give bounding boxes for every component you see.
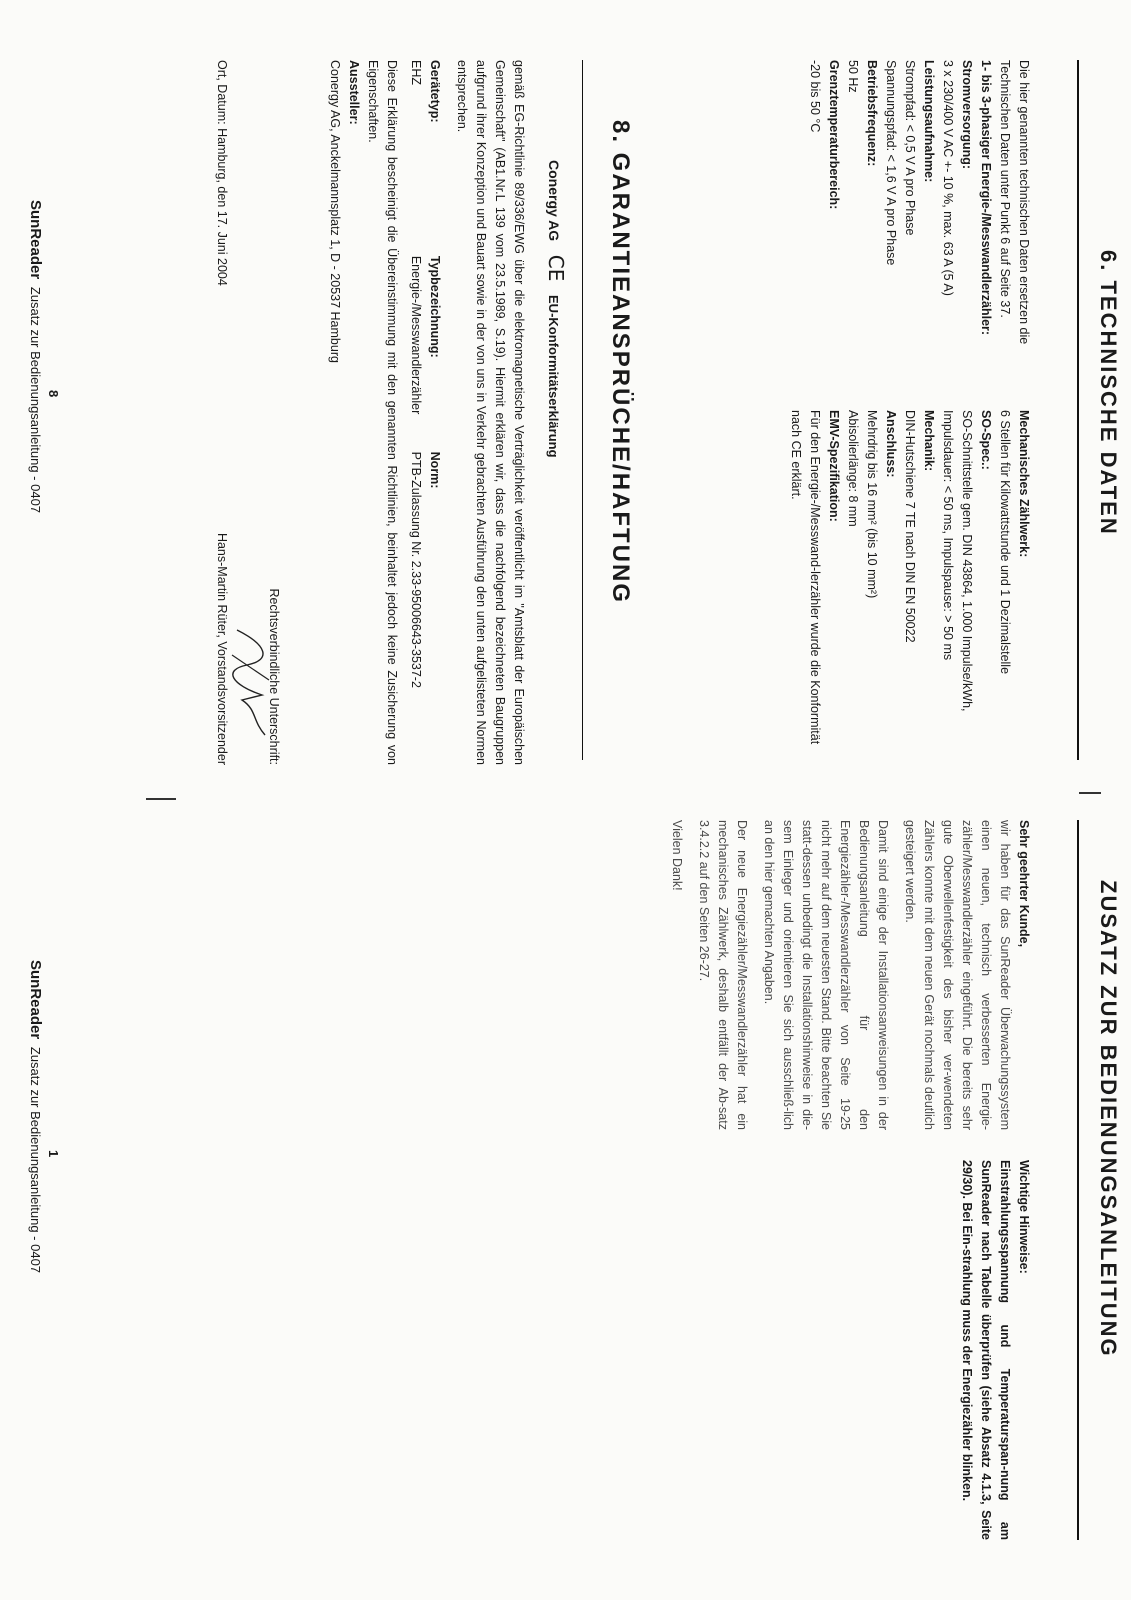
power-supply-value: 3 x 230/400 V AC +- 10 %, max. 63 A (5 A) xyxy=(941,60,955,296)
installation-paragraph: Damit sind einige der Installationsanweisungen in der Bedienungsanleitung für den Energiezähler-/Messwandlerzähler von Seite 19-25 nicht mehr auf dem neuesten Stand. Bitte beachten Sie statt-dessen unbedingt die Installationshinweise in die-sem Einleger und orientieren Sie sich ausschließ-lich an den hier gemachten Angaben. xyxy=(762,820,890,1130)
type-name-label: Typbezeichnung: xyxy=(428,255,442,358)
counter-paragraph: Der neue Energiezähler/Messwandlerzähler hat ein mechanisches Zählwerk, deshalb entfällt der Ab-satz 3.4.2.2 auf den Seiten 26-27. xyxy=(697,820,749,1130)
issuer-value: Conergy AG, Anckelmannsplatz 1, D - 20537 Hamburg xyxy=(328,60,342,363)
statement-text: Diese Erklärung bescheinigt die Übereinstimmung mit den genannten Richtlinien, beinhaltet jedoch keine Zusicherung von Eigenschaften. xyxy=(366,60,399,765)
conn-label: Anschluss: xyxy=(884,410,898,478)
conn-value-2: Abisolierlänge: 8 mm xyxy=(846,410,860,527)
company-name: Conergy AG xyxy=(546,160,562,242)
consumption-current: Strompfad: < 0,5 V A pro Phase xyxy=(903,60,917,236)
so-label: SO-Spec.: xyxy=(979,410,993,470)
emv-value: Für den Energie-/Messwand-lerzähler wurde die Konformität nach CE erklärt. xyxy=(789,410,822,745)
ce-mark: CE xyxy=(544,254,568,282)
right-col2 xyxy=(957,1160,1033,1540)
page-number-left: 8 xyxy=(46,390,61,398)
mech-value: DIN-Hutschiene 7 TE nach DIN EN 50022 xyxy=(903,410,917,643)
device-type-value: EHZ xyxy=(409,60,423,85)
right-page xyxy=(0,800,1131,1600)
issuer-label: Aussteller: xyxy=(347,60,361,125)
counter-value: 6 Stellen für Kilowattstunde und 1 Dezimalstelle xyxy=(998,410,1012,675)
consumption-voltage: Spannungspfad: < 1,6 V A pro Phase xyxy=(884,60,898,266)
temp-value: -20 bis 50 °C xyxy=(808,60,822,133)
section6-col1 xyxy=(805,60,1033,390)
thanks-text: Vielen Dank! xyxy=(670,820,684,891)
so-value: SO-Schnittstelle gem. DIN 43864, 1.000 Impulse/kWh, Impulsdauer: < 50 ms, Impulspause: > 50 ms xyxy=(941,410,974,712)
mech-label: Mechanik: xyxy=(922,410,936,472)
footer-text-right: Zusatz zur Bedienungsanleitung - 0407 xyxy=(28,1046,43,1274)
right-col1 xyxy=(667,820,1033,1130)
salutation: Sehr geehrter Kunde, xyxy=(1017,820,1031,948)
norm-label: Norm: xyxy=(428,451,442,489)
signatory: Hans-Martin Rüter, Vorstandsvorsitzender xyxy=(215,532,229,765)
footer-brand-right: SunReader xyxy=(27,960,44,1040)
signature-area xyxy=(215,60,281,765)
emv-label: EMV-Spezifikation: xyxy=(827,410,841,522)
section8-title: 8. GARANTIEANSPRÜCHE/HAFTUNG xyxy=(607,120,634,605)
declaration-text: gemäß EG-Richtlinie 89/336/EWG über die elektromagnetische Verträglichkeit veröffentlicht im "Amtsblatt der Europäischen Gemeinschaft" (AB1.Nr.L 139 vom 23.5.1989, S.19). Hiermit erklären wir, dass die nachfolgend bezeichneten Baugruppen aufgrund ihrer Konzeption und Bauart sowie in der von uns in Verkehr gebrachten Ausführung den unten aufgelisteten Normen entsprechen. xyxy=(455,60,526,765)
device-type-label: Gerätetyp: xyxy=(428,60,442,123)
place-date: Ort, Datum: Hamburg, den 17. Juni 2004 xyxy=(215,60,229,286)
footer-brand-left: SunReader xyxy=(27,200,44,280)
intro-paragraph: wir haben für das SunReader Überwachungssystem einen neuen, technisch verbesserten Energie-zähler/Messwandlerzähler eingeführt. Die bereits sehr gute Oberwellenfestigkeit des bisher ver-wendeten Zählers konnte mit dem neuen Gerät nochmals deutlich gesteigert werden. xyxy=(903,820,1012,1130)
page-number-right: 1 xyxy=(46,1150,61,1158)
right-page-title: ZUSATZ ZUR BEDIENUNGSANLEITUNG xyxy=(1096,880,1121,1358)
section6-col2 xyxy=(786,410,1033,760)
frequency-label: Betriebsfrequenz: xyxy=(865,60,879,167)
device-type xyxy=(406,60,444,256)
conformity-title: EU-Konformitätserklärung xyxy=(546,295,561,458)
norm-value: PTB-Zulassung Nr. 2.33-95006643-3537-2 xyxy=(409,451,423,688)
power-supply-label: Stromversorgung: xyxy=(960,60,974,170)
conn-value-1: Mehrdrig bis 16 mm² (bis 10 mm²) xyxy=(865,410,879,599)
top-rule-right xyxy=(1077,820,1079,1540)
frequency-value: 50 Hz xyxy=(846,60,860,93)
consumption-label: Leistungsaufnahme: xyxy=(922,60,936,183)
signature-label: Rechtsverbindliche Unterschrift: xyxy=(267,588,281,765)
notes-heading: Wichtige Hinweise: xyxy=(1017,1160,1031,1274)
footer-left xyxy=(27,200,44,513)
temp-label: Grenztemperaturbereich: xyxy=(827,60,841,210)
notes-text: Einstrahlungsspannung und Temperaturspan-nung am SunReader nach Tabelle überprüfen (siehe Absatz 4.1.3, Seite 29/30). Bei Ein-strahlung muss der Energiezähler blinken. xyxy=(960,1160,1012,1540)
section6-intro: Die hier genannten technischen Daten ersetzen die Technischen Daten unter Punkt 6 auf Seite 37. xyxy=(998,60,1031,345)
norm xyxy=(406,452,444,765)
section6-title: 6. TECHNISCHE DATEN xyxy=(1096,250,1121,536)
type-name-value: Energie-/Messwandlerzähler xyxy=(409,255,423,415)
fold-mark-top xyxy=(1079,792,1101,794)
section-divider xyxy=(582,60,583,760)
footer-right xyxy=(27,960,44,1273)
counter-label: Mechanisches Zählwerk: xyxy=(1017,410,1031,558)
handwritten-signature xyxy=(227,625,277,745)
declaration-block xyxy=(325,60,528,765)
type-name xyxy=(406,256,444,452)
conformity-header xyxy=(544,160,568,458)
footer-text-left: Zusatz zur Bedienungsanleitung - 0407 xyxy=(28,286,43,514)
device-info-row xyxy=(406,60,444,765)
meter-heading: 1- bis 3-phasiger Energie-/Messwandlerzähler: xyxy=(979,60,993,336)
top-rule xyxy=(1077,60,1079,760)
